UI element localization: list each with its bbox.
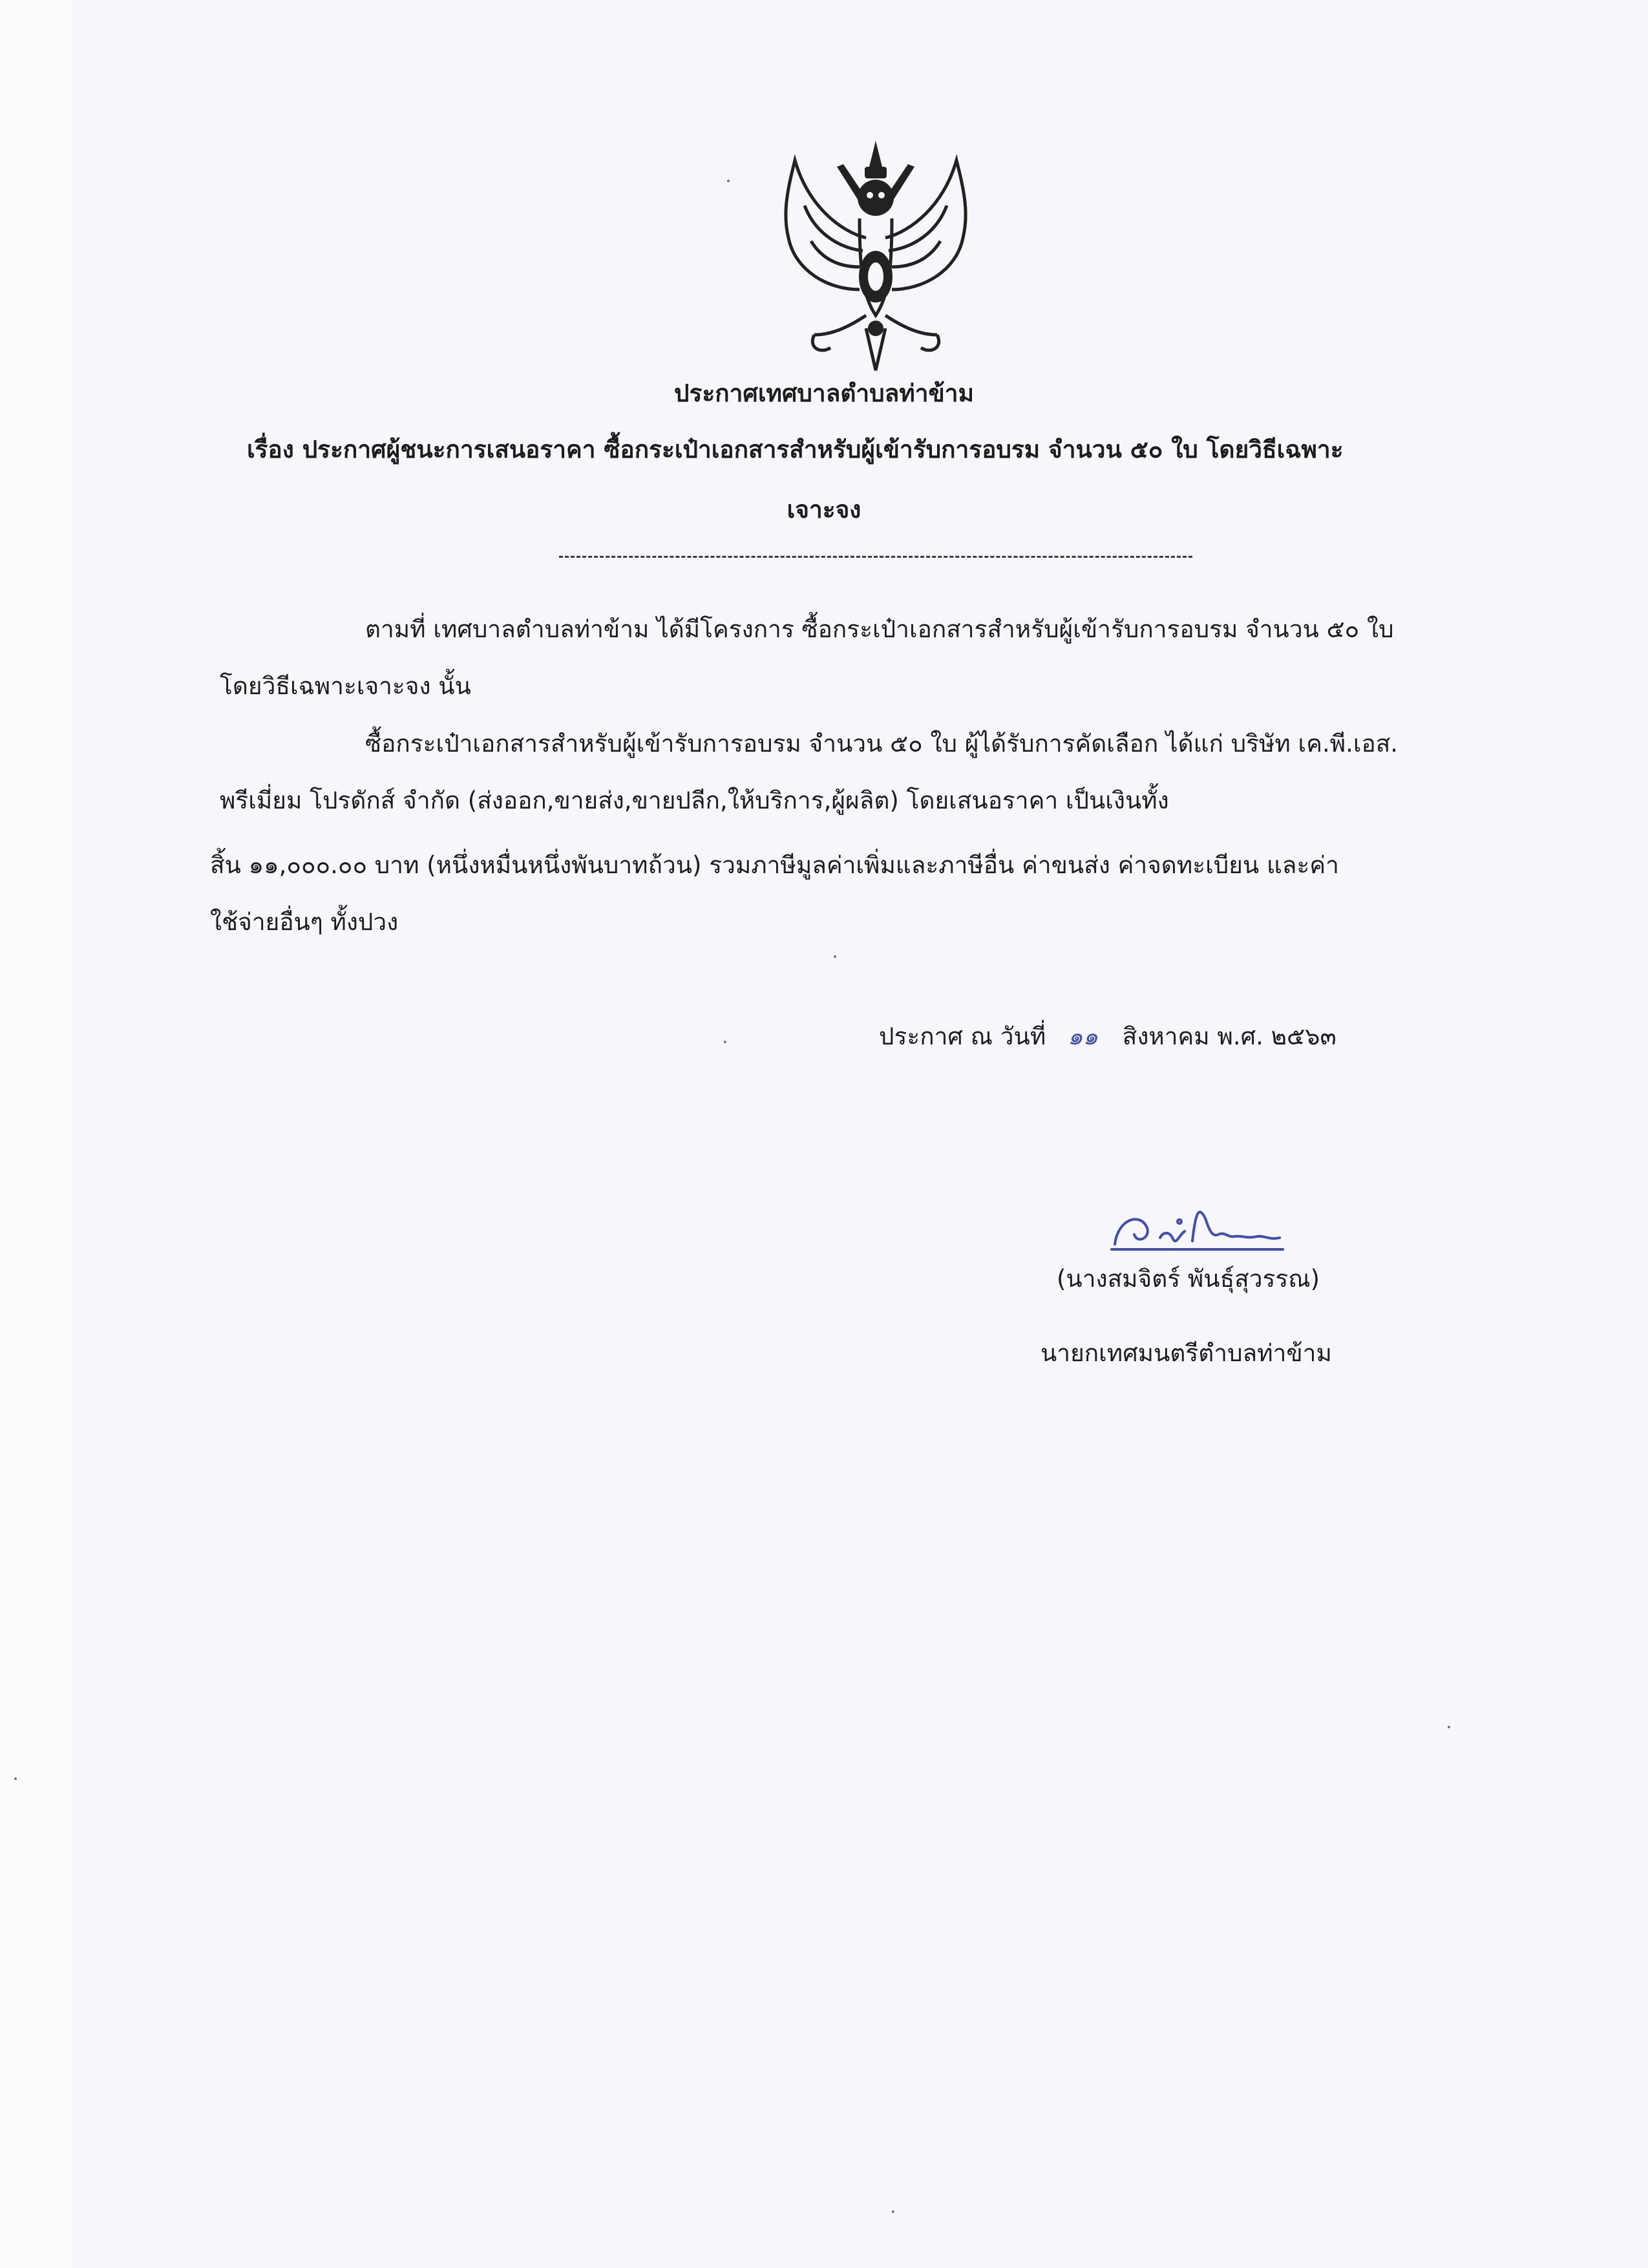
date-day: ๑๑ — [1067, 1023, 1098, 1050]
date-prefix: ประกาศ ณ วันที่ — [879, 1023, 1046, 1050]
paragraph-2-line-3: สิ้น ๑๑,๐๐๐.๐๐ บาท (หนึ่งหมื่นหนึ่งพันบาทถ้วน) รวมภาษีมูลค่าเพิ่มและภาษีอื่น ค่าขนส่ง ค่าจดทะเบียน และค่า — [210, 851, 1339, 879]
signatory-position: นายกเทศมนตรีตำบลท่าข้าม — [1041, 1339, 1332, 1367]
signatory-name: (นางสมจิตร์ พันธุ์สุวรรณ) — [1057, 1265, 1320, 1293]
paragraph-2-line-4: ใช้จ่ายอื่นๆ ทั้งปวง — [210, 908, 399, 936]
paragraph-2-line-2: พรีเมี่ยม โปรดักส์ จำกัด (ส่งออก,ขายส่ง,ขายปลีก,ให้บริการ,ผู้ผลิต) โดยเสนอราคา เป็นเงินทั้ง — [220, 787, 1169, 814]
announcement-title: ประกาศเทศบาลตำบลท่าข้าม — [674, 379, 974, 407]
date-month-year: สิงหาคม พ.ศ. ๒๕๖๓ — [1122, 1023, 1336, 1050]
subject-line-continued: เจาะจง — [787, 496, 861, 524]
garuda-emblem-icon — [769, 141, 982, 380]
handwritten-signature — [1102, 1199, 1296, 1270]
scan-speck — [892, 2210, 894, 2213]
paragraph-1-line-2: โดยวิธีเฉพาะเจาะจง นั้น — [220, 672, 471, 700]
scan-speck — [1448, 1726, 1450, 1728]
divider — [559, 556, 1192, 558]
subject-line: เรื่อง ประกาศผู้ชนะการเสนอราคา ซื้อกระเป๋าเอกสารสำหรับผู้เข้ารับการอบรม จำนวน ๕๐ ใบ โดยวิธีเฉพาะ — [247, 436, 1344, 463]
announcement-date — [879, 1021, 1336, 1052]
paragraph-1-line-1: ตามที่ เทศบาลตำบลท่าข้าม ได้มีโครงการ ซื้อกระเป๋าเอกสารสำหรับผู้เข้ารับการอบรม จำนวน ๕๐ ใบ — [365, 615, 1394, 643]
scan-speck — [724, 1041, 726, 1043]
paragraph-2-line-1: ซื้อกระเป๋าเอกสารสำหรับผู้เข้ารับการอบรม จำนวน ๕๐ ใบ ผู้ได้รับการคัดเลือก ได้แก่ บริษัท เค.พี.เอส. — [365, 730, 1399, 758]
scan-speck — [727, 180, 730, 182]
scan-speck — [14, 1777, 17, 1780]
scan-edge — [0, 0, 72, 2268]
scan-speck — [834, 955, 836, 958]
